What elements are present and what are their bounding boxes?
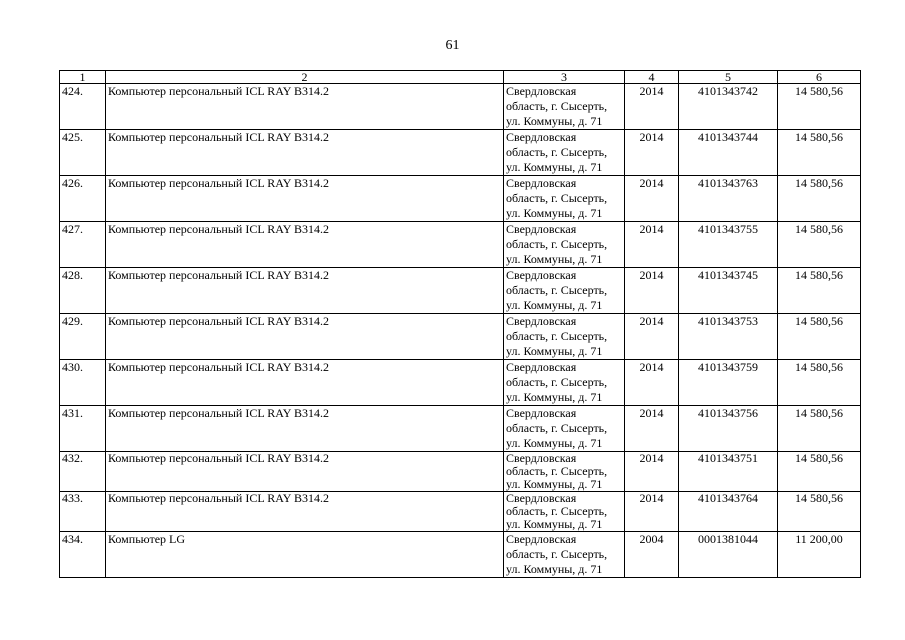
address-cell: [504, 360, 625, 406]
address-line: ул. Коммуны, д. 71: [506, 298, 603, 312]
address-line: ул. Коммуны, д. 71: [506, 344, 603, 358]
address-line: область, г. Сысерть,: [506, 283, 608, 297]
address-line: ул. Коммуны, д. 71: [506, 390, 603, 404]
table-row: [60, 176, 861, 222]
year-cell: 2004: [625, 532, 679, 578]
address-cell: [504, 532, 625, 578]
address-line: область, г. Сысерть,: [506, 375, 608, 389]
address-line: Свердловская: [506, 451, 577, 465]
year-cell: 2014: [625, 452, 679, 492]
address-cell: [504, 452, 625, 492]
inventory-number-cell: 4101343744: [679, 130, 778, 176]
item-name-cell: Компьютер персональный ICL RAY B314.2: [106, 176, 504, 222]
address-cell: [504, 406, 625, 452]
address-line: Свердловская: [506, 491, 577, 505]
address-line: Свердловская: [506, 222, 577, 236]
address-line: ул. Коммуны, д. 71: [506, 160, 603, 174]
year-cell: 2014: [625, 360, 679, 406]
row-number-cell: 433.: [60, 492, 106, 532]
address-line: область, г. Сысерть,: [506, 547, 608, 561]
inventory-number-cell: 4101343763: [679, 176, 778, 222]
cost-cell: 11 200,00: [778, 532, 861, 578]
address-line: Свердловская: [506, 406, 577, 420]
inventory-number-cell: 4101343764: [679, 492, 778, 532]
inventory-number-cell: 4101343751: [679, 452, 778, 492]
address-line: Свердловская: [506, 360, 577, 374]
inventory-number-cell: 4101343755: [679, 222, 778, 268]
address-line: область, г. Сысерть,: [506, 99, 608, 113]
row-number-cell: 424.: [60, 84, 106, 130]
address-line: ул. Коммуны, д. 71: [506, 562, 603, 576]
table-row: [60, 84, 861, 130]
row-number-cell: 432.: [60, 452, 106, 492]
cost-cell: 14 580,56: [778, 452, 861, 492]
row-number-cell: 431.: [60, 406, 106, 452]
cost-cell: 14 580,56: [778, 360, 861, 406]
address-line: ул. Коммуны, д. 71: [506, 477, 603, 491]
item-name-cell: Компьютер LG: [106, 532, 504, 578]
cost-cell: 14 580,56: [778, 268, 861, 314]
address-line: область, г. Сысерть,: [506, 237, 608, 251]
inventory-table: [59, 70, 861, 578]
address-line: Свердловская: [506, 268, 577, 282]
table-row: [60, 268, 861, 314]
cost-cell: 14 580,56: [778, 492, 861, 532]
column-number-1: 1: [60, 71, 106, 84]
item-name-cell: Компьютер персональный ICL RAY B314.2: [106, 268, 504, 314]
address-line: ул. Коммуны, д. 71: [506, 252, 603, 266]
inventory-number-cell: 4101343742: [679, 84, 778, 130]
address-line: область, г. Сысерть,: [506, 329, 608, 343]
cost-cell: 14 580,56: [778, 84, 861, 130]
year-cell: 2014: [625, 268, 679, 314]
cost-cell: 14 580,56: [778, 314, 861, 360]
cost-cell: 14 580,56: [778, 130, 861, 176]
row-number-cell: 429.: [60, 314, 106, 360]
address-line: Свердловская: [506, 130, 577, 144]
row-number-cell: 427.: [60, 222, 106, 268]
address-cell: [504, 222, 625, 268]
inventory-table-body: [60, 71, 861, 578]
table-row: [60, 314, 861, 360]
column-number-4: 4: [625, 71, 679, 84]
year-cell: 2014: [625, 406, 679, 452]
item-name-cell: Компьютер персональный ICL RAY B314.2: [106, 492, 504, 532]
address-cell: [504, 268, 625, 314]
address-line: область, г. Сысерть,: [506, 421, 608, 435]
address-line: ул. Коммуны, д. 71: [506, 114, 603, 128]
item-name-cell: Компьютер персональный ICL RAY B314.2: [106, 130, 504, 176]
inventory-number-cell: 4101343759: [679, 360, 778, 406]
cost-cell: 14 580,56: [778, 406, 861, 452]
row-number-cell: 425.: [60, 130, 106, 176]
year-cell: 2014: [625, 84, 679, 130]
table-row: [60, 360, 861, 406]
row-number-cell: 428.: [60, 268, 106, 314]
row-number-cell: 434.: [60, 532, 106, 578]
column-number-2: 2: [106, 71, 504, 84]
address-cell: [504, 84, 625, 130]
address-cell: [504, 176, 625, 222]
address-line: область, г. Сысерть,: [506, 464, 608, 478]
year-cell: 2014: [625, 314, 679, 360]
page-number: 61: [445, 38, 460, 53]
row-number-cell: 430.: [60, 360, 106, 406]
table-row: [60, 406, 861, 452]
inventory-number-cell: 0001381044: [679, 532, 778, 578]
column-number-6: 6: [778, 71, 861, 84]
address-line: ул. Коммуны, д. 71: [506, 517, 603, 531]
table-row: [60, 492, 861, 532]
item-name-cell: Компьютер персональный ICL RAY B314.2: [106, 84, 504, 130]
cost-cell: 14 580,56: [778, 222, 861, 268]
address-line: ул. Коммуны, д. 71: [506, 206, 603, 220]
row-number-cell: 426.: [60, 176, 106, 222]
year-cell: 2014: [625, 492, 679, 532]
address-line: область, г. Сысерть,: [506, 191, 608, 205]
inventory-number-cell: 4101343753: [679, 314, 778, 360]
column-number-row: [60, 71, 861, 84]
item-name-cell: Компьютер персональный ICL RAY B314.2: [106, 314, 504, 360]
year-cell: 2014: [625, 222, 679, 268]
column-number-5: 5: [679, 71, 778, 84]
address-line: ул. Коммуны, д. 71: [506, 436, 603, 450]
address-cell: [504, 130, 625, 176]
inventory-number-cell: 4101343756: [679, 406, 778, 452]
item-name-cell: Компьютер персональный ICL RAY B314.2: [106, 406, 504, 452]
table-row: [60, 222, 861, 268]
table-row: [60, 532, 861, 578]
year-cell: 2014: [625, 130, 679, 176]
address-line: область, г. Сысерть,: [506, 504, 608, 518]
year-cell: 2014: [625, 176, 679, 222]
inventory-number-cell: 4101343745: [679, 268, 778, 314]
address-line: Свердловская: [506, 532, 577, 546]
cost-cell: 14 580,56: [778, 176, 861, 222]
item-name-cell: Компьютер персональный ICL RAY B314.2: [106, 360, 504, 406]
address-line: Свердловская: [506, 314, 577, 328]
address-line: область, г. Сысерть,: [506, 145, 608, 159]
item-name-cell: Компьютер персональный ICL RAY B314.2: [106, 222, 504, 268]
table-row: [60, 452, 861, 492]
column-number-3: 3: [504, 71, 625, 84]
address-line: Свердловская: [506, 84, 577, 98]
address-line: Свердловская: [506, 176, 577, 190]
item-name-cell: Компьютер персональный ICL RAY B314.2: [106, 452, 504, 492]
address-cell: [504, 492, 625, 532]
table-row: [60, 130, 861, 176]
address-cell: [504, 314, 625, 360]
